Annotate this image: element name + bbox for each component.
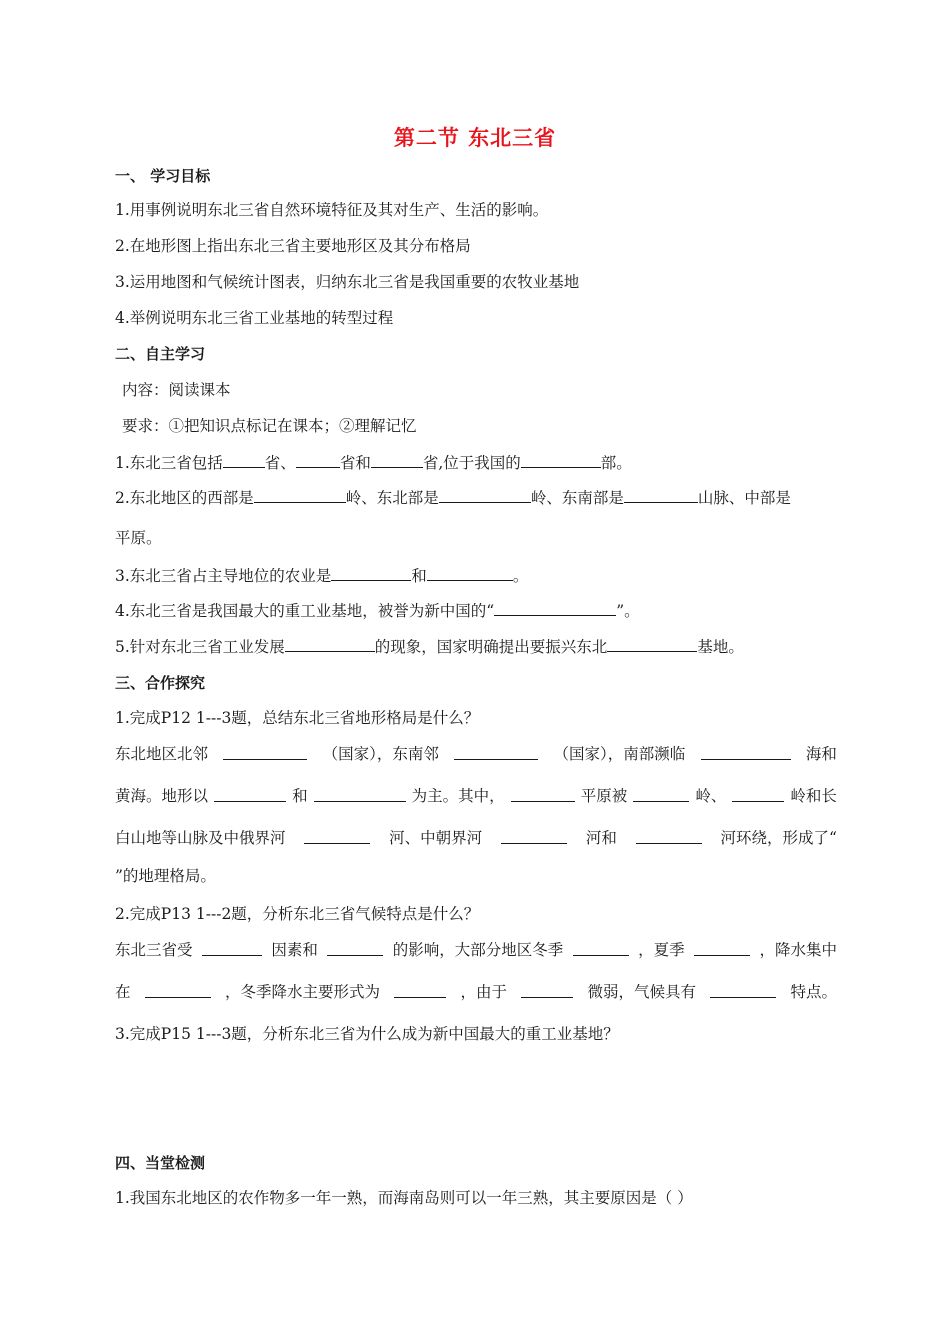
- section-heading-goals: 一、 学习目标: [115, 167, 211, 185]
- text-segment: 岭和长: [790, 787, 837, 805]
- fill-blank[interactable]: [327, 940, 383, 956]
- text-segment: ”。: [616, 602, 640, 620]
- climate-line-2: [115, 982, 837, 1002]
- text-segment: 为主。其中，: [411, 787, 505, 805]
- text-segment: 特点。: [790, 983, 837, 1001]
- question-1-line: [115, 452, 632, 473]
- fill-blank[interactable]: [145, 982, 211, 998]
- question-2-line: [115, 487, 791, 508]
- text-segment: 白山地等山脉及中俄界河: [115, 829, 286, 847]
- fill-blank[interactable]: [214, 786, 286, 802]
- text-segment: 部。: [600, 454, 632, 472]
- text-segment: 因素和: [271, 941, 318, 959]
- text-segment: 和: [411, 567, 427, 585]
- text-segment: 河、中朝界河: [389, 829, 483, 847]
- fill-blank[interactable]: [304, 828, 370, 844]
- section-heading-cooperative: 三、合作探究: [115, 674, 206, 692]
- text-segment: 海和: [805, 745, 837, 763]
- page-title: 第二节 东北三省: [393, 126, 557, 150]
- text-segment: 基地。: [697, 638, 744, 656]
- prompt-3: 3.完成P15 1---3题，分析东北三省为什么成为新中国最大的重工业基地？: [115, 1025, 619, 1043]
- fill-blank[interactable]: [371, 452, 423, 468]
- text-segment: 的现象，国家明确提出要振兴东北: [374, 638, 608, 656]
- fill-blank[interactable]: [732, 786, 784, 802]
- fill-blank[interactable]: [254, 487, 346, 503]
- fill-blank[interactable]: [439, 487, 531, 503]
- goal-item: 3.运用地图和气候统计图表，归纳东北三省是我国重要的农牧业基地: [115, 273, 580, 291]
- text-segment: 3.东北三省占主导地位的农业是: [115, 567, 332, 585]
- text-segment: ，降水集中: [759, 941, 837, 959]
- fill-blank[interactable]: [624, 487, 698, 503]
- text-segment: 省,位于我国的: [422, 454, 521, 472]
- fill-blank[interactable]: [710, 982, 776, 998]
- fill-blank[interactable]: [494, 600, 616, 616]
- section-heading-check: 四、当堂检测: [115, 1154, 206, 1172]
- requirement-line: 要求：①把知识点标记在课本；②理解记忆: [122, 417, 417, 435]
- text-segment: ，由于: [460, 983, 507, 1001]
- text-segment: 4.东北三省是我国最大的重工业基地，被誉为新中国的“: [115, 602, 495, 620]
- fill-blank[interactable]: [285, 636, 375, 652]
- prompt-1: 1.完成P12 1---3题，总结东北三省地形格局是什么？: [115, 709, 480, 727]
- text-segment: 在: [115, 983, 131, 1001]
- fill-blank[interactable]: [223, 744, 307, 760]
- fill-blank[interactable]: [223, 452, 265, 468]
- question-4-line: [115, 600, 640, 621]
- fill-blank[interactable]: [607, 636, 697, 652]
- fill-blank[interactable]: [427, 565, 513, 581]
- fill-blank[interactable]: [521, 982, 573, 998]
- question-3-line: [115, 565, 528, 586]
- text-segment: 省、: [264, 454, 296, 472]
- terrain-line-3: [115, 828, 837, 848]
- text-segment: （国家），东南邻: [322, 745, 439, 763]
- text-segment: 岭、东北部是: [345, 489, 439, 507]
- terrain-line-4: ”的地理格局。: [115, 867, 216, 885]
- fill-blank[interactable]: [296, 452, 340, 468]
- text-segment: 山脉、中部是: [697, 489, 791, 507]
- section-heading-self-study: 二、自主学习: [115, 345, 206, 363]
- text-segment: 微弱，气候具有: [587, 983, 696, 1001]
- fill-blank[interactable]: [521, 452, 601, 468]
- text-segment: 省和: [339, 454, 371, 472]
- fill-blank[interactable]: [454, 744, 538, 760]
- goal-item: 2.在地形图上指出东北三省主要地形区及其分布格局: [115, 237, 471, 255]
- check-question-1: 1.我国东北地区的农作物多一年一熟，而海南岛则可以一年三熟，其主要原因是（ ）: [115, 1189, 693, 1207]
- goal-item: 4.举例说明东北三省工业基地的转型过程: [115, 309, 394, 327]
- text-segment: 和: [292, 787, 308, 805]
- text-segment: 2.东北地区的西部是: [115, 489, 254, 507]
- fill-blank[interactable]: [314, 786, 406, 802]
- fill-blank[interactable]: [331, 565, 411, 581]
- fill-blank[interactable]: [701, 744, 791, 760]
- text-segment: 河环绕，形成了“: [720, 829, 837, 847]
- text-segment: ，冬季降水主要形式为: [224, 983, 380, 1001]
- text-segment: 1.东北三省包括: [115, 454, 223, 472]
- text-segment: 平原被: [580, 787, 628, 805]
- text-segment: ，夏季: [638, 941, 685, 959]
- text-segment: 黄海。地形以: [115, 787, 209, 805]
- fill-blank[interactable]: [633, 786, 689, 802]
- fill-blank[interactable]: [573, 940, 629, 956]
- fill-blank[interactable]: [694, 940, 750, 956]
- fill-blank[interactable]: [202, 940, 262, 956]
- text-segment: 5.针对东北三省工业发展: [115, 638, 285, 656]
- text-segment: 东北三省受: [115, 941, 193, 959]
- terrain-line-1: [115, 744, 837, 764]
- fill-blank[interactable]: [636, 828, 702, 844]
- goal-item: 1.用事例说明东北三省自然环境特征及其对生产、生活的影响。: [115, 201, 549, 219]
- content-line: 内容：阅读课本: [122, 381, 231, 399]
- question-5-line: [115, 636, 744, 657]
- text-segment: （国家），南部濒临: [553, 745, 686, 763]
- terrain-line-2: [115, 786, 837, 806]
- text-segment: 岭、: [695, 787, 727, 805]
- prompt-2: 2.完成P13 1---2题，分析东北三省气候特点是什么？: [115, 905, 480, 923]
- text-segment: 东北地区北邻: [115, 745, 209, 763]
- question-2-continuation: 平原。: [115, 529, 162, 547]
- climate-line-1: [115, 940, 837, 960]
- text-segment: 岭、东南部是: [530, 489, 624, 507]
- text-segment: 。: [512, 567, 529, 585]
- text-segment: 的影响，大部分地区冬季: [392, 941, 564, 959]
- fill-blank[interactable]: [394, 982, 446, 998]
- text-segment: 河和: [585, 829, 617, 847]
- fill-blank[interactable]: [501, 828, 567, 844]
- fill-blank[interactable]: [511, 786, 575, 802]
